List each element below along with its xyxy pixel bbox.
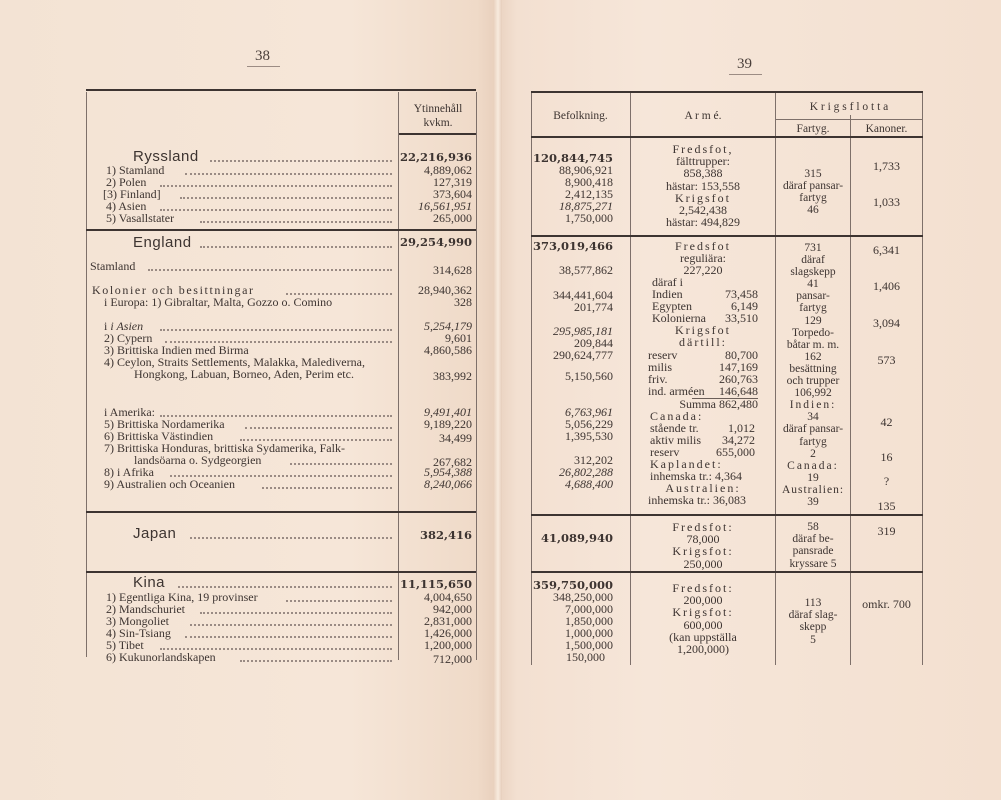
japan-ships: 58 däraf be- pansrade kryssare 5 [789,521,837,570]
england-area: 29,254,990 [400,235,473,249]
russia-army: Fredsfot, fälttrupper: 858,388 hästar: 153,558 Krigsfot 2,542,438 hästar: 494,829 [666,142,740,230]
page-number-left: 38 [255,48,270,65]
country-russia: Ryssland [133,148,199,165]
header-army: A r m é. [684,110,722,122]
russia-area: 22,216,936 [400,150,473,164]
country-china: Kina [133,574,166,591]
japan-army: Fredsfot: 78,000 Krigsfot: 250,000 [672,520,734,571]
china-area: 11,115,650 [400,577,473,591]
japan-area: 382,416 [419,528,472,542]
header-area: Ytinnehåll kvkm. [413,103,463,129]
china-ships: 113 däraf slag- skepp 5 [788,597,838,646]
russia-ships: 315 däraf pansar- fartyg 46 [782,168,844,216]
country-england: England [133,234,192,251]
row-label: 1) Stamland [106,163,165,177]
page-number-right: 39 [737,56,752,73]
china-army: Fredsfot: 200,000 Krigsfot: 600,000 (kan uppställa 1,200,000) [669,581,737,657]
country-japan: Japan [133,525,177,542]
england-ships: 731 däraf slagskepp 41 pansar- fartyg 129 Torpedo- båtar m. m. 162 besättning och trupper 106,992 Indien: 34 däraf pansar- fartyg 2 Canada: 19 Australien: 39 [781,242,845,508]
header-guns: Kanoner. [865,123,908,135]
header-fleet: K r i g s f l o t t a [809,101,889,113]
book-gutter [494,0,502,800]
header-population: Befolkning. [553,110,608,122]
header-ships: Fartyg. [796,123,830,135]
